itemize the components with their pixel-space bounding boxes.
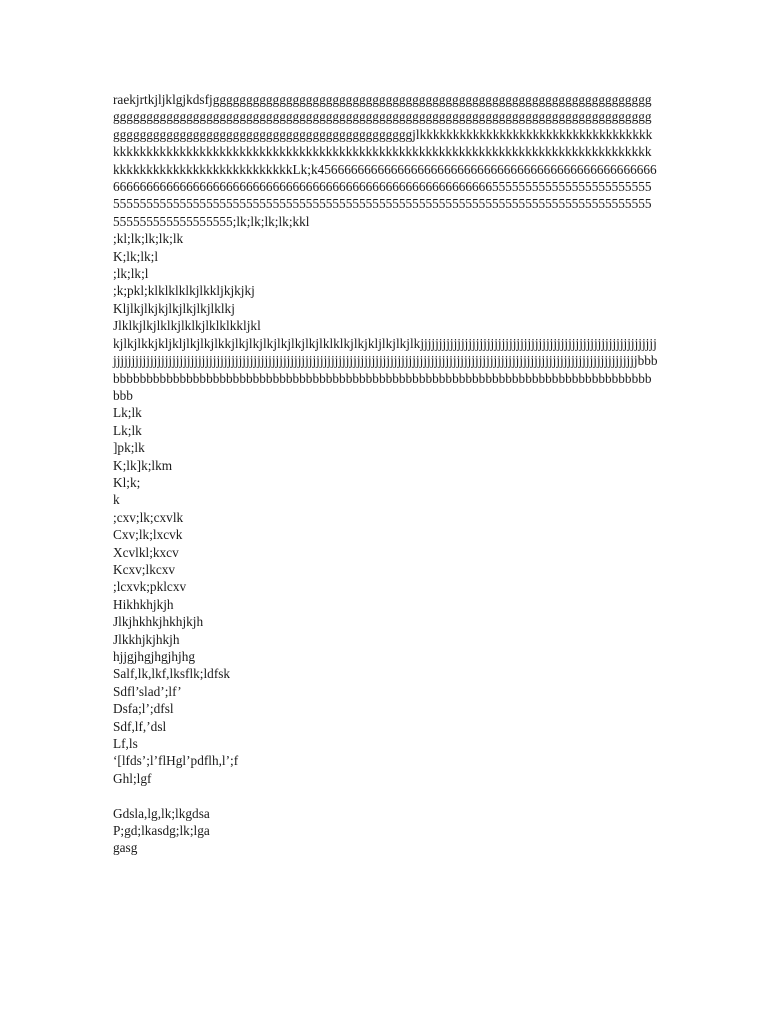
paragraph: Cxv;lk;lxcvk	[113, 527, 183, 543]
paragraph: Kljlkjlkjkjlkjlkjlkjlklkj	[113, 300, 235, 316]
paragraph: Hikhkhjkjh	[113, 596, 174, 612]
paragraph: ]pk;lk	[113, 440, 145, 456]
paragraph: Kl;k;	[113, 474, 141, 490]
paragraph: Lk;lk	[113, 422, 142, 438]
paragraph: ;cxv;lk;cxvlk	[113, 509, 184, 525]
paragraph: Sdfl’slad’;lf’	[113, 683, 182, 699]
paragraph: Kcxv;lkcxv	[113, 561, 176, 577]
paragraph: Jlkjhkhkjhkhjkjh	[113, 614, 204, 630]
paragraph: Dsfa;l’;dfsl	[113, 701, 174, 717]
paragraph	[113, 787, 658, 804]
paragraph: P;gd;lkasdg;lk;lga	[113, 823, 210, 839]
paragraph: hjjgjhgjhgjhjhg	[113, 649, 196, 664]
paragraph: ;k;pkl;klklklklkjlkkljkjkjkj	[113, 283, 255, 299]
paragraph: Sdf,lf,’dsl	[113, 718, 167, 734]
paragraph: Lk;lk	[113, 405, 142, 421]
paragraph: Salf,lk,lkf,lksflk;ldfsk	[113, 666, 231, 682]
paragraph: Lf,ls	[113, 736, 138, 752]
paragraph: raekjrtkjljklgjkdsfjggggggggggggggggggggggggggggggggggggggggggggggggggggggggggggggggggggggggggggggggggggggggggggggggggggggggggggggggggggggggggggggggggggggggggggggggggggggggggggggggggggggggggggggggggggggggggggggggjlkkkkkkkkkkkkkkkkkkkkkkkkkkkkkkkkkkkkkkkkkkkkkkkkkkkkkkkkkkkkkkkkkkkkkkkkkkkkkkkkkkkkkkkkkkkkkkkkkkkkkkkkkkkkkkkkkkkkkkkkkkkkkkkkkkkkkkkkkkkkkkkLk;k456666666666666666666666666666666666666666666666666666666666666666666666666666666666666666666666666666666666555555555555555555555555555555555555555555555555555555555555555555555555555555555555555555555555555555555555555555555555555;lk;lk;lk;lk;kkl	[113, 92, 657, 229]
document-body[interactable]	[113, 91, 658, 857]
paragraph: ;kl;lk;lk;lk;lk	[113, 231, 184, 247]
paragraph: ;lcxvk;pklcxv	[113, 579, 187, 595]
paragraph: Ghl;lgf	[113, 770, 152, 786]
paragraph: Gdsla,lg,lk;lkgdsa	[113, 805, 210, 821]
paragraph: ;lk;lk;l	[113, 266, 149, 282]
paragraph: Jlklkjlkjlklkjlklkjlklklkkljkl	[113, 318, 261, 334]
paragraph: Jlkkhjkjhkjh	[113, 631, 180, 647]
paragraph: Xcvlkl;kxcv	[113, 544, 179, 560]
paragraph: k	[113, 492, 120, 508]
paragraph: K;lk]k;lkm	[113, 457, 173, 473]
paragraph: ‘[lfds’;l’flHgl’pdflh,l’;f	[113, 753, 239, 769]
paragraph: gasg	[113, 840, 138, 856]
paragraph: K;lk;lk;l	[113, 248, 159, 264]
paragraph: kjlkjlkkjkljkljlkjlkjlkkjlkjlkjlkjlkjlkjlkjlklklkjlkjkljlkjlkjlkjjjjjjjjjjjjjjjjjjjjjjjjjjjjjjjjjjjjjjjjjjjjjjjjjjjjjjjjjjjjjjjjjjjjjjjjjjjjjjjjjjjjjjjjjjjjjjjjjjjjjjjjjjjjjjjjjjjjjjjjjjjjjjjjjjjjjjjjjjjjjjjjjjjjjjjjjjjjjjjjjjjjjjjjjjjjjjjjjjjjjjjjjjjjjjjjjjjjjjjjjjjjjjbbbbbbbbbbbbbbbbbbbbbbbbbbbbbbbbbbbbbbbbbbbbbbbbbbbbbbbbbbbbbbbbbbbbbbbbbbbbbbbbbbbbbbb	[113, 335, 658, 403]
